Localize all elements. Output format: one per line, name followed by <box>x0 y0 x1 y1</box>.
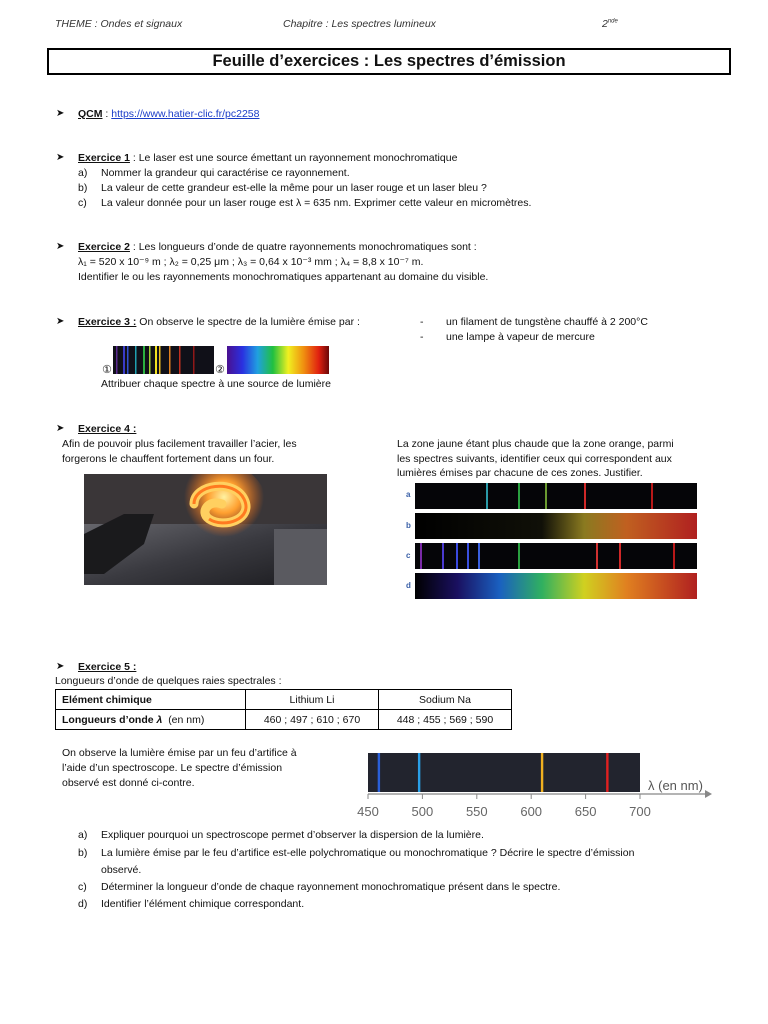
header-level <box>602 18 618 30</box>
item-text: observé. <box>101 864 142 876</box>
qcm-line <box>78 107 260 122</box>
bullet-arrow-icon: ➤ <box>56 661 65 672</box>
dash: - <box>420 316 424 328</box>
continuous-spectrum <box>227 346 329 374</box>
bullet-arrow-icon: ➤ <box>56 423 65 434</box>
axis-label: λ (en nm) <box>648 778 703 793</box>
item-letter: b) <box>78 847 88 859</box>
ex1-intro: : Le laser est une source émettant un rayonnement monochromatique <box>129 152 458 164</box>
ex4-right-line-2: les spectres suivants, identifier ceux qui correspondent aux <box>397 453 672 465</box>
lambda-symbol: λ <box>156 713 163 726</box>
qcm-sep: : <box>102 108 112 120</box>
ex4-right-line-3: lumières émises par chacune de ces zones. Justifier. <box>397 467 643 479</box>
axis-tick-label: 650 <box>574 804 597 819</box>
row-label-unit: (en nm) <box>168 713 205 726</box>
spectrum-a <box>415 483 697 509</box>
source-text: un filament de tungstène chauffé à 2 200°C <box>446 316 648 328</box>
ex4-left-line-2: forgerons le chauffent fortement dans un four. <box>62 453 275 465</box>
ex5-text-line-3: observé est donné ci-contre. <box>62 777 195 789</box>
ex1-item-b <box>78 181 487 196</box>
spectral-line <box>378 753 380 792</box>
bullet-arrow-icon: ➤ <box>56 108 65 119</box>
ex2-label: Exercice 2 <box>78 241 130 253</box>
item-letter: c) <box>78 881 87 893</box>
ex1-heading <box>78 151 457 166</box>
item-letter: a) <box>78 829 88 841</box>
page-title: Feuille d’exercices : Les spectres d’émission <box>47 48 731 75</box>
spectrum-number-1: ① <box>102 364 112 376</box>
table-row <box>56 710 512 730</box>
ex4-heading <box>78 422 136 437</box>
header-theme: THEME : Ondes et signaux <box>55 18 183 30</box>
table-cell: 460 ; 497 ; 610 ; 670 <box>246 710 379 730</box>
ex5-question-d <box>78 897 304 912</box>
axis-tick-label: 500 <box>411 804 434 819</box>
spectrum-letter-c: c <box>406 551 411 560</box>
ex5-label: Exercice 5 : <box>78 661 137 673</box>
source-text: une lampe à vapeur de mercure <box>446 331 595 343</box>
spectrum-d <box>415 573 697 599</box>
level-suffix: nde <box>607 18 618 25</box>
ex2-heading <box>78 240 477 255</box>
item-letter: d) <box>78 898 88 910</box>
spectrum-band <box>368 753 640 792</box>
ex3-source-1 <box>420 315 648 330</box>
axis-tick-label: 450 <box>357 804 379 819</box>
ex5-text-line-2: l’aide d’un spectroscope. Le spectre d’émission <box>62 762 283 774</box>
ex3-caption: Attribuer chaque spectre à une source de lumière <box>101 378 331 390</box>
axis-tick-label: 550 <box>465 804 488 819</box>
item-letter: a) <box>78 167 88 179</box>
ex3-source-2 <box>420 330 595 345</box>
spectrum-c <box>415 543 697 569</box>
mercury-line-spectrum <box>113 346 214 374</box>
axis-tick-label: 700 <box>629 804 651 819</box>
item-letter: c) <box>78 197 87 209</box>
qcm-link[interactable]: https://www.hatier-clic.fr/pc2258 <box>111 108 260 120</box>
ex2-values: λ₁ = 520 x 10⁻⁹ m ; λ₂ = 0,25 μm ; λ₃ = 0,64 x 10⁻³ mm ; λ₄ = 8,8 x 10⁻⁷ m. <box>78 256 424 268</box>
dash: - <box>420 331 424 343</box>
table-row-label <box>56 710 246 730</box>
ex4-label: Exercice 4 : <box>78 423 137 435</box>
table-row <box>56 690 512 710</box>
ex5-intro: Longueurs d’onde de quelques raies spectrales : <box>55 675 282 687</box>
ex3-heading <box>78 315 360 330</box>
bullet-arrow-icon: ➤ <box>56 152 65 163</box>
level-number: 2 <box>602 18 608 30</box>
qcm-label: QCM <box>78 108 103 120</box>
item-text: Nommer la grandeur qui caractérise ce rayonnement. <box>101 167 350 179</box>
ex4-left-line-1: Afin de pouvoir plus facilement travailler l’acier, les <box>62 438 297 450</box>
ex3-intro: On observe le spectre de la lumière émise par : <box>136 316 360 328</box>
axis-arrow-icon <box>705 790 712 798</box>
spectrum-number-2: ② <box>215 364 225 376</box>
forge-photo <box>84 474 327 585</box>
spectrum-letter-d: d <box>406 581 411 590</box>
spectrum-letter-b: b <box>406 521 411 530</box>
ex5-question-c <box>78 880 560 895</box>
firework-spectrum <box>350 748 720 820</box>
spectral-line <box>418 753 420 792</box>
table-cell: 448 ; 455 ; 569 ; 590 <box>379 710 512 730</box>
item-text: Identifier l’élément chimique correspondant. <box>101 898 305 910</box>
table-header-cell: Lithium Li <box>246 690 379 710</box>
ex1-label: Exercice 1 <box>78 152 130 164</box>
ex5-question-a <box>78 828 484 843</box>
ex2-question: Identifier le ou les rayonnements monochromatiques appartenant au domaine du visible. <box>78 271 489 283</box>
ex2-intro: : Les longueurs d’onde de quatre rayonnements monochromatiques sont : <box>129 241 477 253</box>
bullet-arrow-icon: ➤ <box>56 316 65 327</box>
ex3-label: Exercice 3 : <box>78 316 137 328</box>
item-letter: b) <box>78 182 88 194</box>
spectral-lines-table <box>55 689 512 730</box>
spectrum-b <box>415 513 697 539</box>
spectral-line <box>541 753 543 792</box>
bullet-arrow-icon: ➤ <box>56 241 65 252</box>
table-header-cell: Sodium Na <box>379 690 512 710</box>
ex4-right-line-1: La zone jaune étant plus chaude que la zone orange, parmi <box>397 438 674 450</box>
spectrum-letter-a: a <box>406 490 411 499</box>
ex5-heading <box>78 660 136 675</box>
ex5-text-line-1: On observe la lumière émise par un feu d’artifice à <box>62 747 297 759</box>
item-text: Expliquer pourquoi un spectroscope permet d’observer la dispersion de la lumière. <box>101 829 484 841</box>
header-chapter: Chapitre : Les spectres lumineux <box>283 18 436 30</box>
item-text: Déterminer la longueur d’onde de chaque rayonnement monochromatique présent dans le spectre. <box>101 881 561 893</box>
item-text: La lumière émise par le feu d’artifice est-elle polychromatique ou monochromatique ? Décrire le spectre d’émission <box>101 847 635 859</box>
ex1-item-c <box>78 196 531 211</box>
ex5-question-b <box>78 846 634 861</box>
ex1-item-a <box>78 166 350 181</box>
ex5-question-b-cont <box>78 863 141 878</box>
row-label-text: Longueurs d’onde <box>62 713 154 726</box>
spectral-line <box>606 753 608 792</box>
table-header-cell: Elément chimique <box>56 690 246 710</box>
item-text: La valeur de cette grandeur est-elle la même pour un laser rouge et un laser bleu ? <box>101 182 487 194</box>
item-text: La valeur donnée pour un laser rouge est λ = 635 nm. Exprimer cette valeur en micromètres. <box>101 197 532 209</box>
axis-tick-label: 600 <box>520 804 543 819</box>
